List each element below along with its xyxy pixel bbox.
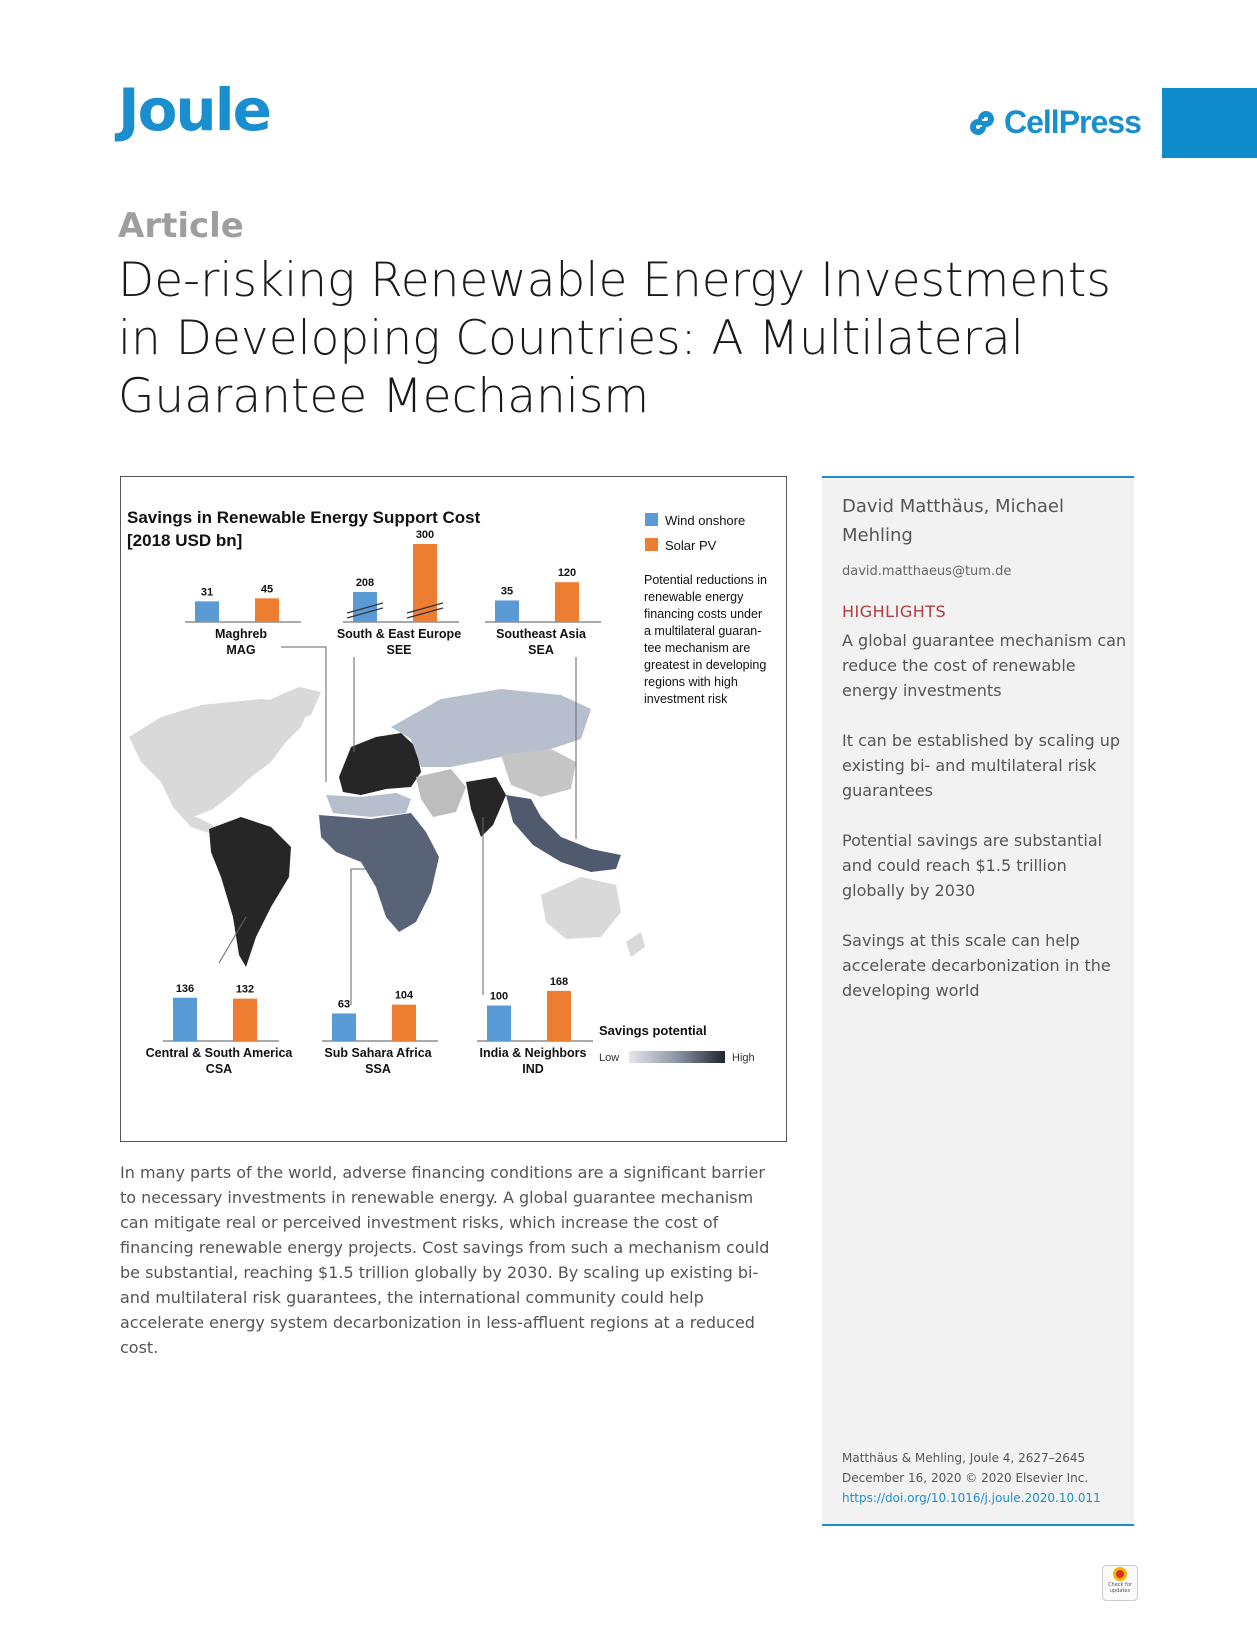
bar-wind — [173, 998, 197, 1041]
bar-value-label: 31 — [200, 586, 214, 599]
bar-group-see — [337, 529, 461, 657]
bar-group-ind — [477, 976, 593, 1076]
savings-gradient-bar — [629, 1051, 725, 1063]
savings-legend-title: Savings potential — [599, 1023, 707, 1038]
legend-wind-label: Wind onshore — [665, 513, 746, 528]
region-code: IND — [522, 1062, 544, 1076]
highlight-item: A global guarantee mechanism can reduce the cost of renewable energy investments — [842, 631, 1127, 700]
sidebar-panel — [822, 476, 1134, 1526]
publisher-name: CellPress — [1004, 104, 1141, 140]
annotation-text — [644, 573, 767, 706]
bar-value-label: 208 — [355, 577, 375, 589]
bar-group-mag — [185, 583, 301, 657]
chart-title: Savings in Renewable Energy Support Cost — [127, 508, 481, 527]
savings-legend-high: High — [732, 1052, 755, 1064]
map-maghreb — [326, 793, 411, 817]
map-north-america — [129, 699, 311, 817]
bar-group-csa — [146, 983, 294, 1076]
check-for-updates-badge[interactable] — [1102, 1565, 1138, 1601]
bar-value-label: 132 — [235, 983, 255, 996]
annotation-line: renewable energy — [644, 590, 744, 604]
map-southeast-asia — [506, 795, 621, 872]
annotation-line: financing costs under — [644, 607, 763, 621]
citation-date: December 16, 2020 © 2020 Elsevier Inc. — [842, 1471, 1089, 1485]
author-list[interactable]: David Matthäus, Michael Mehling — [842, 496, 1064, 546]
legend-solar-swatch — [645, 538, 658, 551]
bar-value-label: 300 — [415, 529, 435, 541]
doi-link[interactable]: https://doi.org/10.1016/j.joule.2020.10.011 — [842, 1491, 1101, 1505]
annotation-line: tee mechanism are — [644, 641, 751, 655]
bar-solar — [255, 598, 279, 622]
map-india — [466, 777, 506, 837]
journal-logo[interactable]: Joule — [118, 76, 270, 144]
bar-wind — [353, 592, 377, 622]
bar-solar — [233, 999, 257, 1041]
bar-wind — [195, 601, 219, 622]
bar-value-label: 136 — [175, 982, 195, 995]
bar-value-label: 63 — [337, 998, 351, 1011]
legend-wind-swatch — [645, 513, 658, 526]
legend-solar-label: Solar PV — [665, 538, 717, 553]
check-updates-icon — [1112, 1566, 1128, 1582]
bar-solar — [547, 991, 571, 1041]
bar-solar — [392, 1005, 416, 1041]
badge-label: Check for updates — [1108, 1582, 1132, 1594]
article-type-label: Article — [118, 206, 244, 246]
region-name: Sub Sahara Africa — [324, 1046, 432, 1060]
map-australia — [541, 877, 621, 939]
region-code: SEA — [528, 643, 554, 657]
bar-group-ssa — [322, 990, 438, 1076]
author-email[interactable]: david.matthaeus@tum.de — [842, 564, 1012, 579]
highlight-item: Potential savings are substantial and could reach $1.5 trillion globally by 2030 — [842, 831, 1103, 900]
region-code: MAG — [226, 643, 256, 657]
citation-block — [842, 1448, 1101, 1508]
region-code: SSA — [365, 1062, 391, 1076]
map-south-america — [209, 817, 291, 967]
bar-wind — [487, 1006, 511, 1042]
bar-value-label: 168 — [549, 975, 569, 988]
map-china — [501, 749, 576, 797]
annotation-line: investment risk — [644, 692, 728, 706]
region-name: Southeast Asia — [496, 627, 586, 641]
figure-canvas — [121, 477, 786, 1141]
bar-wind — [332, 1013, 356, 1041]
cellpress-icon — [966, 107, 998, 139]
highlights-heading: HIGHLIGHTS — [842, 602, 947, 621]
region-name: South & East Europe — [336, 627, 462, 641]
publisher-logo[interactable] — [966, 104, 1141, 141]
highlights-list — [842, 628, 1127, 1028]
annotation-line: a multilateral guaran- — [644, 624, 762, 638]
abstract-text: In many parts of the world, adverse financing conditions are a significant barrier to necessary investments in renewable energy. A global guarantee mechanism can mitigate real or perceived investment risks, which increase the cost of financing renewable energy projects. Cost savings from such a mechanism could be substantial, reaching $1.5 trillion globally by 2030. By scaling up existing bi- and multilateral risk guarantees, the international community could help accelerate energy system decarbonization in less-affluent regions at a reduced cost. — [120, 1163, 770, 1357]
region-name: Central & South America — [145, 1046, 293, 1060]
bar-wind — [495, 600, 519, 622]
citation-line: Matthäus & Mehling, Joule 4, 2627–2645 — [842, 1451, 1086, 1465]
graphical-abstract — [120, 476, 787, 1142]
map-europe — [339, 733, 421, 795]
bar-value-label: 100 — [489, 990, 509, 1003]
highlight-item: It can be established by scaling up existing bi- and multilateral risk guarantees — [842, 731, 1121, 800]
region-code: SEE — [386, 643, 412, 657]
annotation-line: greatest in developing — [644, 658, 767, 672]
article-title: De-risking Renewable Energy Investments in Developing Countries: A Multilateral Guarantee Mechanism — [118, 253, 1111, 424]
bar-group-sea — [485, 567, 601, 657]
bar-value-label: 45 — [260, 583, 274, 596]
savings-legend-low: Low — [599, 1052, 620, 1064]
bar-value-label: 104 — [394, 989, 414, 1002]
bar-solar — [555, 582, 579, 622]
region-code: CSA — [205, 1062, 233, 1076]
map-middle-east — [416, 769, 466, 817]
bar-value-label: 35 — [500, 585, 514, 598]
bar-value-label: 120 — [557, 567, 577, 580]
corner-accent — [1162, 88, 1257, 158]
region-name: India & Neighbors — [479, 1046, 587, 1060]
world-map — [129, 687, 645, 967]
chart-subtitle: [2018 USD bn] — [127, 531, 243, 550]
region-name: Maghreb — [214, 627, 268, 641]
leader-line-ssa — [351, 869, 366, 1005]
annotation-line: Potential reductions in — [644, 573, 767, 587]
map-new-zealand — [626, 932, 645, 957]
annotation-line: regions with high — [644, 675, 738, 689]
map-africa — [319, 813, 439, 932]
highlight-item: Savings at this scale can help accelerate decarbonization in the developing world — [842, 931, 1111, 1000]
